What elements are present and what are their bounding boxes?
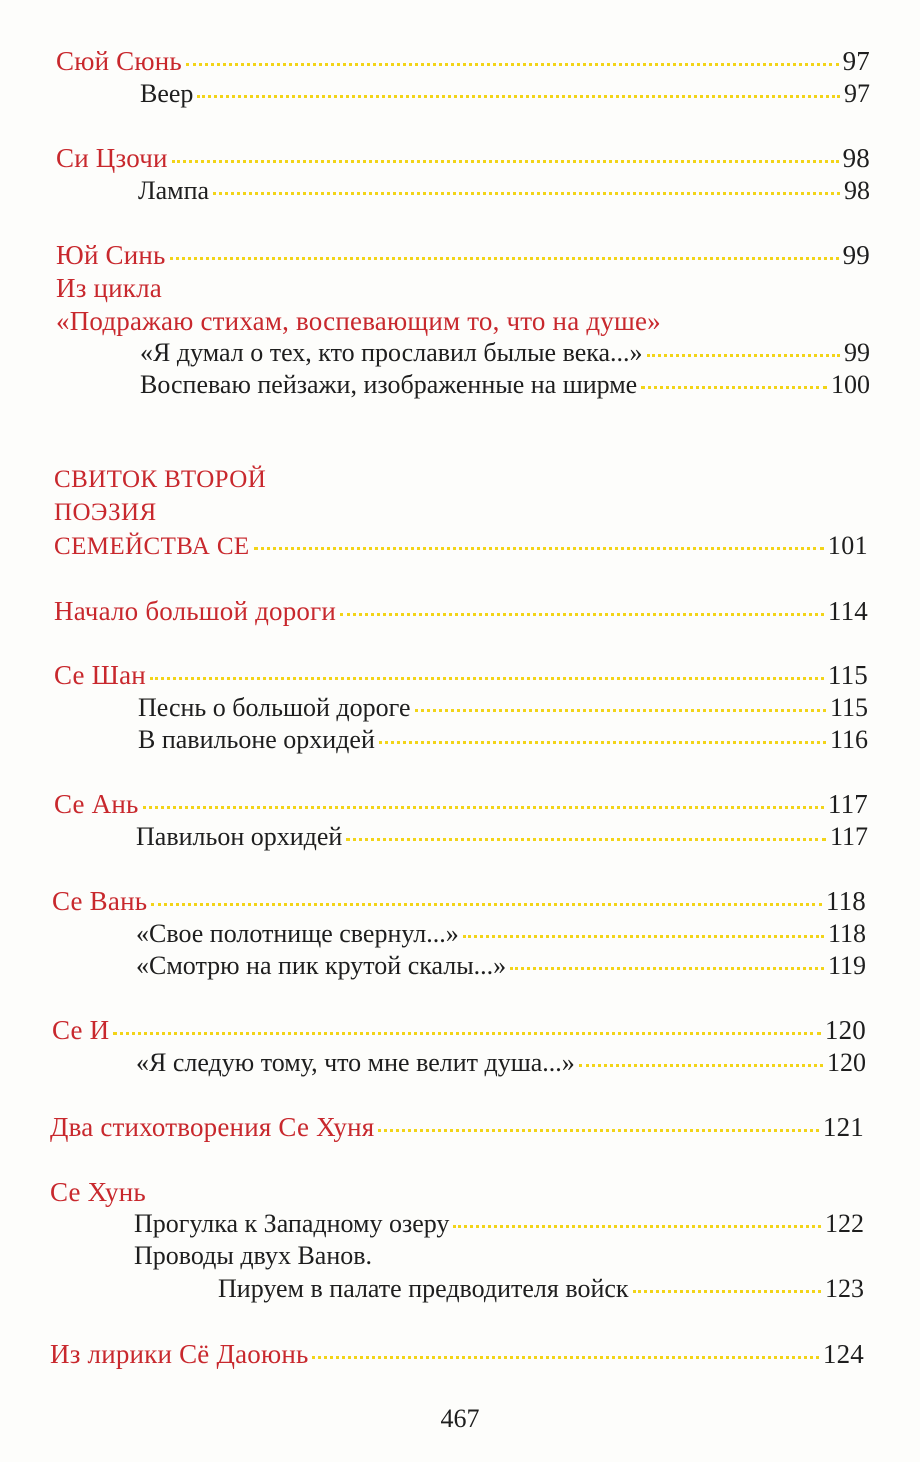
entry-page: 117 (827, 789, 868, 819)
dot-leader (312, 1356, 818, 1359)
dot-leader (463, 935, 824, 938)
toc-author-entry (52, 885, 866, 917)
entry-page: 118 (825, 886, 866, 916)
entry-page: 120 (827, 1048, 866, 1077)
entry-title: «Я следую тому, что мне велит душа...» (136, 1048, 575, 1077)
dot-leader (170, 257, 839, 260)
entry-title: Воспеваю пейзажи, изображенные на ширме (140, 370, 638, 399)
dot-leader (213, 192, 840, 195)
entry-page: 114 (827, 596, 868, 626)
entry-title: Из лирики Сё Даоюнь (50, 1339, 309, 1369)
entry-title: Се Шан (54, 660, 146, 690)
entry-title: Пируем в палате предводителя войск (218, 1274, 629, 1303)
dot-leader (186, 63, 839, 66)
dot-leader (172, 160, 839, 163)
toc-poem-entry (138, 175, 870, 207)
entry-page: 115 (829, 693, 868, 722)
entry-page: 120 (824, 1015, 866, 1045)
dot-leader (453, 1225, 821, 1228)
toc-section-heading (54, 464, 868, 496)
entry-page: 118 (827, 919, 866, 948)
toc-poem-entry (218, 1273, 864, 1305)
toc-poem-entry (136, 950, 866, 982)
entry-title: Сюй Сюнь (56, 46, 182, 76)
dot-leader (113, 1032, 821, 1035)
toc-poem-entry (138, 692, 868, 724)
entry-title: В павильоне орхидей (138, 725, 375, 754)
entry-page: 100 (831, 370, 870, 399)
toc-poem-entry (140, 369, 870, 401)
toc-poem-entry (138, 724, 868, 756)
entry-page: 119 (827, 951, 866, 980)
entry-title: Си Цзочи (56, 143, 168, 173)
dot-leader (633, 1290, 821, 1293)
entry-page: 99 (844, 338, 870, 367)
entry-page: 98 (842, 143, 870, 173)
entry-page: 98 (844, 176, 870, 205)
toc-poem-entry (136, 1047, 866, 1079)
toc-author-entry (54, 659, 868, 691)
entry-title: «Свое полотнище свернул...» (136, 919, 459, 948)
toc-author-entry (50, 1111, 864, 1143)
entry-title: ПОЭЗИЯ (54, 499, 157, 526)
dot-leader (641, 386, 827, 389)
entry-page: 115 (827, 660, 868, 690)
entry-page: 116 (829, 725, 868, 754)
dot-leader (143, 806, 824, 809)
toc-cycle-title (56, 305, 870, 337)
entry-page: 122 (825, 1209, 864, 1238)
entry-title: «Подражаю стихам, воспевающим то, что на душе» (56, 306, 661, 336)
toc-author-heading (50, 1176, 864, 1208)
toc-poem-entry (140, 337, 870, 369)
dot-leader (197, 95, 840, 98)
toc-poem-entry (134, 1208, 864, 1240)
entry-page: 99 (842, 240, 870, 270)
entry-title: Из цикла (56, 273, 162, 303)
dot-leader (378, 1129, 819, 1132)
dot-leader (340, 613, 824, 616)
dot-leader (150, 677, 824, 680)
toc-cycle-heading (56, 272, 870, 304)
entry-title: Песнь о большой дороге (138, 693, 411, 722)
entry-page: 123 (825, 1274, 864, 1303)
toc-poem-entry (140, 78, 870, 110)
dot-leader (346, 838, 826, 841)
entry-page: 97 (842, 46, 870, 76)
entry-title: Се Ань (54, 789, 139, 819)
entry-title: «Смотрю на пик крутой скалы...» (136, 951, 507, 980)
toc-author-entry (56, 239, 870, 271)
entry-title: СЕМЕЙСТВА СЕ (54, 533, 250, 560)
toc-poem-entry (136, 918, 866, 950)
toc-author-entry (50, 1338, 864, 1370)
toc-poem-entry (136, 821, 868, 853)
entry-page: 124 (822, 1339, 864, 1369)
entry-title: СВИТОК ВТОРОЙ (54, 466, 267, 493)
toc-author-entry (54, 595, 868, 627)
dot-leader (379, 741, 826, 744)
entry-title: Начало большой дороги (54, 596, 337, 626)
toc-author-entry (52, 1014, 866, 1046)
dot-leader (510, 967, 824, 970)
entry-title: Два стихотворения Се Хуня (50, 1112, 375, 1142)
entry-title: Се Вань (52, 886, 148, 916)
entry-title: Проводы двух Ванов. (134, 1241, 373, 1270)
entry-title: Прогулка к Западному озеру (134, 1209, 450, 1238)
dot-leader (151, 903, 822, 906)
entry-title: Се Хунь (50, 1177, 146, 1207)
entry-title: Веер (140, 79, 194, 108)
entry-page: 121 (822, 1112, 864, 1142)
dot-leader (579, 1064, 823, 1067)
entry-title: Лампа (138, 176, 210, 205)
dot-leader (415, 709, 826, 712)
page-number: 467 (440, 1404, 480, 1433)
entry-title: «Я думал о тех, кто прославил былые века...» (140, 338, 643, 367)
entry-page: 97 (844, 79, 870, 108)
toc-author-entry (54, 788, 868, 820)
entry-page: 101 (827, 531, 868, 560)
entry-page: 117 (829, 822, 868, 851)
toc-section-heading (54, 497, 868, 529)
dot-leader (647, 354, 840, 357)
toc-poem-heading (134, 1240, 864, 1272)
toc-author-entry (56, 142, 870, 174)
toc-section-entry (54, 530, 868, 562)
entry-title: Юй Синь (56, 240, 166, 270)
dot-leader (254, 547, 824, 550)
toc-author-entry (56, 45, 870, 77)
entry-title: Се И (52, 1015, 110, 1045)
entry-title: Павильон орхидей (136, 822, 343, 851)
